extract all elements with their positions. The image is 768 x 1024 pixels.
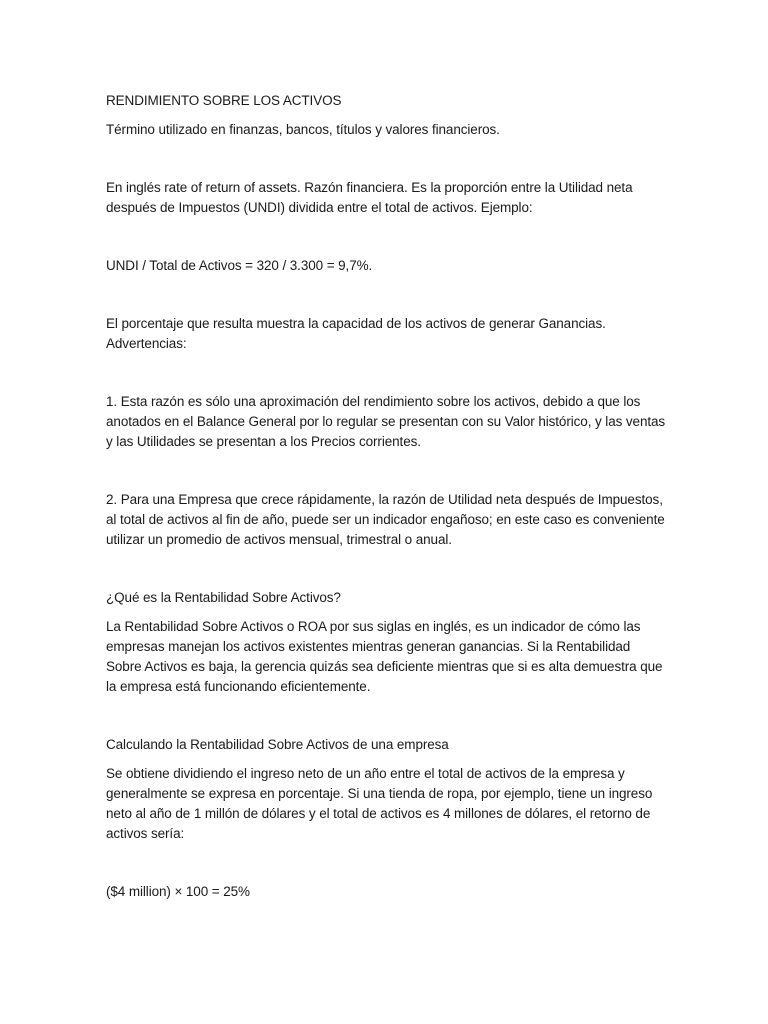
paragraph-english-term: En inglés rate of return of assets. Razón financiera. Es la proporción entre la Utilidad neta después de Impuestos (UNDI) dividida entre el total de activos. Ejemplo: xyxy=(106,180,633,215)
paragraph-warning-2: 2. Para una Empresa que crece rápidamente, la razón de Utilidad neta después de Impuestos, al total de activos al fin de año, puede ser un indicador engañoso; en este caso es conveniente utilizar un promedio de activos mensual, trimestral o anual. xyxy=(106,492,665,547)
document-title: RENDIMIENTO SOBRE LOS ACTIVOS xyxy=(106,93,342,108)
section-heading-what-is-roa: ¿Qué es la Rentabilidad Sobre Activos? xyxy=(106,590,341,605)
paragraph-calculation-result: ($4 million) × 100 = 25% xyxy=(106,884,250,899)
paragraph-roa-description: La Rentabilidad Sobre Activos o ROA por sus siglas en inglés, es un indicador de cómo las empresas manejan los activos existentes mientras generan ganancias. Si la Rentabilidad Sobre Activos es baja, la gerencia quizás sea deficiente mientras que si es alta demuestra que la empresa está funcionando eficientemente. xyxy=(106,619,663,694)
paragraph-calculation-method: Se obtiene dividiendo el ingreso neto de un año entre el total de activos de la empresa y generalmente se expresa en porcentaje. Si una tienda de ropa, por ejemplo, tiene un ingreso neto al año de 1 millón de dólares y el total de activos es 4 millones de dólares, el retorno de activos sería: xyxy=(106,766,653,841)
paragraph-definition: Término utilizado en finanzas, bancos, títulos y valores financieros. xyxy=(106,122,500,137)
section-heading-calculating-roa: Calculando la Rentabilidad Sobre Activos de una empresa xyxy=(106,737,449,752)
paragraph-warning-1: 1. Esta razón es sólo una aproximación del rendimiento sobre los activos, debido a que los anotados en el Balance General por lo regular se presentan con su Valor histórico, y las ventas y las Utilidades se presentan a los Precios corrientes. xyxy=(106,394,666,449)
paragraph-formula-example: UNDI / Total de Activos = 320 / 3.300 = 9,7%. xyxy=(106,258,373,273)
document-body xyxy=(106,91,666,902)
paragraph-percentage-meaning: El porcentaje que resulta muestra la capacidad de los activos de generar Ganancias. Advertencias: xyxy=(106,316,606,351)
